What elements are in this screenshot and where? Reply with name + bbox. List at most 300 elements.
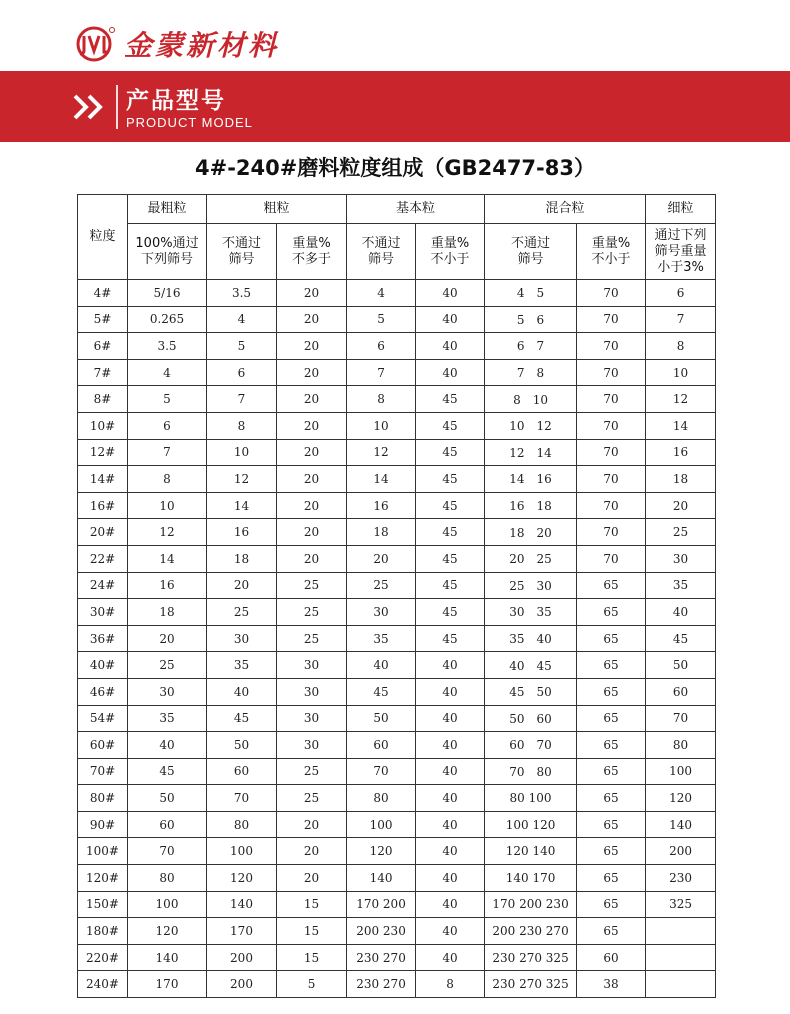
- cell-basic-weight: 40: [416, 811, 485, 838]
- cell-mixed-sieve: 100 120: [485, 811, 577, 838]
- cell-fine: 70: [646, 705, 716, 732]
- cell-fine: 80: [646, 732, 716, 759]
- subheader-line: 重量%: [591, 235, 631, 251]
- cell-coarse-sieve: 25: [207, 599, 277, 626]
- subheader-basic-weight: [416, 224, 485, 280]
- table-row: [78, 944, 716, 971]
- table-row: [78, 678, 716, 705]
- table-row: [78, 572, 716, 599]
- table-row: [78, 386, 716, 413]
- banner-divider: [116, 85, 118, 129]
- cell-coarsest: 100: [128, 891, 207, 918]
- brand-name: 金蒙新材料: [124, 29, 280, 62]
- cell-basic-weight: 45: [416, 439, 485, 466]
- cell-coarsest: 8: [128, 466, 207, 493]
- cell-coarse-sieve: 30: [207, 625, 277, 652]
- cell-mixed-weight: 70: [577, 412, 646, 439]
- table-title: 4#-240#磨料粒度组成（GB2477-83）: [195, 156, 595, 180]
- cell-coarse-weight: 20: [277, 811, 347, 838]
- cell-basic-sieve: 25: [347, 572, 416, 599]
- cell-coarse-sieve: 12: [207, 466, 277, 493]
- cell-fine: 325: [646, 891, 716, 918]
- cell-grit: 180#: [78, 918, 128, 945]
- cell-mixed-weight: 65: [577, 705, 646, 732]
- cell-basic-sieve: 4: [347, 280, 416, 307]
- subheader-line: 重量%: [430, 235, 470, 251]
- cell-coarsest: 70: [128, 838, 207, 865]
- cell-mixed-weight: 65: [577, 678, 646, 705]
- cell-mixed-sieve: 230 270 325: [485, 944, 577, 971]
- cell-mixed-weight: 65: [577, 891, 646, 918]
- cell-fine: 20: [646, 492, 716, 519]
- cell-fine: 18: [646, 466, 716, 493]
- cell-coarsest: 35: [128, 705, 207, 732]
- cell-basic-sieve: 6: [347, 333, 416, 360]
- cell-coarsest: 60: [128, 811, 207, 838]
- table-row: [78, 652, 716, 679]
- cell-coarse-weight: 25: [277, 758, 347, 785]
- cell-grit: 4#: [78, 280, 128, 307]
- cell-mixed-weight: 65: [577, 758, 646, 785]
- cell-coarse-sieve: 170: [207, 918, 277, 945]
- cell-mixed-weight: 70: [577, 545, 646, 572]
- cell-fine: 45: [646, 625, 716, 652]
- cell-coarse-weight: 30: [277, 732, 347, 759]
- cell-fine: 230: [646, 865, 716, 892]
- table-row: [78, 412, 716, 439]
- table-row: [78, 333, 716, 360]
- cell-basic-weight: 40: [416, 705, 485, 732]
- cell-basic-weight: 45: [416, 412, 485, 439]
- cell-coarse-weight: 20: [277, 519, 347, 546]
- table-row: [78, 545, 716, 572]
- cell-coarse-sieve: 40: [207, 678, 277, 705]
- cell-coarsest: 80: [128, 865, 207, 892]
- cell-mixed-sieve: 60 70: [485, 732, 577, 759]
- cell-mixed-weight: 65: [577, 572, 646, 599]
- cell-mixed-sieve: 120 140: [485, 838, 577, 865]
- cell-mixed-sieve: 140 170: [485, 865, 577, 892]
- subheader-line: 小于3%: [657, 259, 704, 275]
- cell-basic-weight: 40: [416, 732, 485, 759]
- cell-grit: 14#: [78, 466, 128, 493]
- cell-grit: 30#: [78, 599, 128, 626]
- table-row: [78, 785, 716, 812]
- cell-coarsest: 18: [128, 599, 207, 626]
- cell-coarse-weight: 25: [277, 572, 347, 599]
- cell-basic-weight: 45: [416, 572, 485, 599]
- header-fine: 细粒: [646, 195, 716, 224]
- cell-basic-weight: 40: [416, 359, 485, 386]
- cell-mixed-sieve: 6 7: [485, 333, 577, 360]
- subheader-line: 不小于: [430, 251, 470, 267]
- brand: [72, 24, 279, 64]
- table-row: [78, 439, 716, 466]
- cell-mixed-weight: 65: [577, 599, 646, 626]
- cell-coarse-weight: 20: [277, 838, 347, 865]
- cell-basic-weight: 8: [416, 971, 485, 998]
- cell-coarse-weight: 15: [277, 944, 347, 971]
- cell-mixed-sieve: 20 25: [485, 545, 577, 572]
- cell-mixed-weight: 65: [577, 865, 646, 892]
- cell-basic-weight: 40: [416, 280, 485, 307]
- header-coarsest: 最粗粒: [128, 195, 207, 224]
- table-row: [78, 971, 716, 998]
- banner-title: 产品型号: [126, 88, 226, 114]
- cell-mixed-sieve: 25 30: [485, 572, 577, 599]
- cell-grit: 54#: [78, 705, 128, 732]
- cell-coarse-sieve: 100: [207, 838, 277, 865]
- cell-basic-sieve: 35: [347, 625, 416, 652]
- cell-basic-sieve: 50: [347, 705, 416, 732]
- cell-basic-weight: 45: [416, 519, 485, 546]
- table-row: [78, 280, 716, 307]
- cell-basic-sieve: 60: [347, 732, 416, 759]
- cell-basic-sieve: 140: [347, 865, 416, 892]
- cell-basic-weight: 40: [416, 678, 485, 705]
- cell-fine: 8: [646, 333, 716, 360]
- cell-mixed-sieve: 35 40: [485, 625, 577, 652]
- cell-grit: 8#: [78, 386, 128, 413]
- cell-basic-sieve: 12: [347, 439, 416, 466]
- cell-fine: 25: [646, 519, 716, 546]
- cell-coarse-sieve: 18: [207, 545, 277, 572]
- subheader-line: 下列筛号: [140, 251, 193, 267]
- cell-coarse-weight: 20: [277, 545, 347, 572]
- cell-basic-sieve: 120: [347, 838, 416, 865]
- cell-mixed-weight: 70: [577, 306, 646, 333]
- subheader-line: 筛号重量: [654, 243, 707, 259]
- cell-basic-sieve: 170 200: [347, 891, 416, 918]
- cell-coarse-sieve: 200: [207, 971, 277, 998]
- cell-mixed-weight: 70: [577, 333, 646, 360]
- cell-coarsest: 3.5: [128, 333, 207, 360]
- cell-coarse-sieve: 10: [207, 439, 277, 466]
- cell-fine: [646, 944, 716, 971]
- cell-basic-weight: 45: [416, 545, 485, 572]
- cell-grit: 150#: [78, 891, 128, 918]
- cell-coarse-weight: 15: [277, 918, 347, 945]
- cell-mixed-sieve: 40 45: [485, 652, 577, 679]
- subheader-line: 不多于: [292, 251, 332, 267]
- cell-mixed-weight: 70: [577, 466, 646, 493]
- subheader-line: 通过下列: [654, 227, 707, 243]
- cell-basic-sieve: 40: [347, 652, 416, 679]
- cell-mixed-weight: 60: [577, 944, 646, 971]
- cell-basic-sieve: 100: [347, 811, 416, 838]
- cell-coarse-sieve: 5: [207, 333, 277, 360]
- cell-grit: 24#: [78, 572, 128, 599]
- cell-grit: 5#: [78, 306, 128, 333]
- table-row: [78, 732, 716, 759]
- cell-basic-weight: 45: [416, 492, 485, 519]
- cell-fine: 200: [646, 838, 716, 865]
- cell-mixed-weight: 65: [577, 811, 646, 838]
- cell-mixed-sieve: 170 200 230: [485, 891, 577, 918]
- cell-coarsest: 30: [128, 678, 207, 705]
- cell-grit: 36#: [78, 625, 128, 652]
- cell-fine: 12: [646, 386, 716, 413]
- subheader-coarsest: [128, 224, 207, 280]
- cell-basic-sieve: 230 270: [347, 971, 416, 998]
- cell-coarse-sieve: 200: [207, 944, 277, 971]
- cell-coarse-sieve: 20: [207, 572, 277, 599]
- cell-coarsest: 0.265: [128, 306, 207, 333]
- cell-coarsest: 5/16: [128, 280, 207, 307]
- cell-mixed-sieve: 50 60: [485, 705, 577, 732]
- cell-basic-weight: 40: [416, 333, 485, 360]
- cell-basic-weight: 45: [416, 386, 485, 413]
- cell-coarse-sieve: 14: [207, 492, 277, 519]
- cell-grit: 90#: [78, 811, 128, 838]
- cell-basic-sieve: 30: [347, 599, 416, 626]
- cell-basic-weight: 40: [416, 918, 485, 945]
- banner-subtitle: PRODUCT MODEL: [126, 115, 253, 130]
- cell-grit: 80#: [78, 785, 128, 812]
- jml-logo-icon: [72, 25, 116, 63]
- table-row: [78, 492, 716, 519]
- cell-mixed-weight: 38: [577, 971, 646, 998]
- subheader-line: 不通过: [361, 235, 401, 251]
- cell-grit: 20#: [78, 519, 128, 546]
- cell-mixed-sieve: 230 270 325: [485, 971, 577, 998]
- cell-coarse-weight: 20: [277, 865, 347, 892]
- cell-fine: [646, 971, 716, 998]
- cell-coarse-weight: 20: [277, 466, 347, 493]
- subheader-line: 筛号: [517, 251, 544, 267]
- cell-mixed-weight: 65: [577, 785, 646, 812]
- cell-grit: 100#: [78, 838, 128, 865]
- subheader-line: 100%通过: [135, 235, 199, 251]
- cell-basic-sieve: 10: [347, 412, 416, 439]
- cell-coarse-sieve: 35: [207, 652, 277, 679]
- double-chevron-right-icon: [72, 93, 106, 121]
- cell-coarse-weight: 20: [277, 306, 347, 333]
- subheader-mixed-sieve: [485, 224, 577, 280]
- cell-coarsest: 12: [128, 519, 207, 546]
- cell-mixed-weight: 70: [577, 280, 646, 307]
- cell-coarsest: 5: [128, 386, 207, 413]
- cell-basic-sieve: 45: [347, 678, 416, 705]
- cell-coarse-weight: 20: [277, 359, 347, 386]
- table-row: [78, 466, 716, 493]
- table-row: [78, 865, 716, 892]
- cell-grit: 40#: [78, 652, 128, 679]
- cell-fine: 100: [646, 758, 716, 785]
- subheader-line: 不通过: [511, 235, 551, 251]
- cell-coarse-weight: 20: [277, 333, 347, 360]
- cell-coarse-sieve: 120: [207, 865, 277, 892]
- cell-basic-weight: 45: [416, 599, 485, 626]
- cell-coarse-weight: 20: [277, 439, 347, 466]
- cell-basic-sieve: 8: [347, 386, 416, 413]
- cell-mixed-sieve: 45 50: [485, 678, 577, 705]
- cell-mixed-weight: 70: [577, 386, 646, 413]
- header-row-detail: [78, 224, 716, 280]
- cell-basic-weight: 40: [416, 652, 485, 679]
- cell-coarsest: 45: [128, 758, 207, 785]
- subheader-line: 重量%: [292, 235, 331, 251]
- cell-coarse-sieve: 45: [207, 705, 277, 732]
- cell-coarse-sieve: 50: [207, 732, 277, 759]
- cell-mixed-weight: 65: [577, 918, 646, 945]
- subheader-coarse-sieve: [207, 224, 277, 280]
- cell-coarse-sieve: 8: [207, 412, 277, 439]
- cell-coarsest: 4: [128, 359, 207, 386]
- cell-coarse-weight: 20: [277, 386, 347, 413]
- cell-coarse-weight: 30: [277, 705, 347, 732]
- cell-fine: 10: [646, 359, 716, 386]
- cell-mixed-weight: 65: [577, 732, 646, 759]
- cell-coarse-sieve: 3.5: [207, 280, 277, 307]
- cell-basic-weight: 40: [416, 306, 485, 333]
- cell-fine: 140: [646, 811, 716, 838]
- cell-mixed-sieve: 18 20: [485, 519, 577, 546]
- cell-coarse-weight: 15: [277, 891, 347, 918]
- cell-coarsest: 16: [128, 572, 207, 599]
- cell-grit: 120#: [78, 865, 128, 892]
- cell-fine: 6: [646, 280, 716, 307]
- cell-coarsest: 25: [128, 652, 207, 679]
- cell-basic-weight: 40: [416, 838, 485, 865]
- header-mixed: 混合粒: [485, 195, 646, 224]
- table-row: [78, 705, 716, 732]
- cell-coarse-weight: 20: [277, 280, 347, 307]
- cell-basic-weight: 45: [416, 625, 485, 652]
- cell-basic-weight: 40: [416, 944, 485, 971]
- cell-fine: 14: [646, 412, 716, 439]
- cell-coarse-weight: 5: [277, 971, 347, 998]
- cell-grit: 6#: [78, 333, 128, 360]
- cell-basic-sieve: 230 270: [347, 944, 416, 971]
- cell-grit: 60#: [78, 732, 128, 759]
- cell-basic-sieve: 70: [347, 758, 416, 785]
- cell-coarse-sieve: 7: [207, 386, 277, 413]
- table-row: [78, 599, 716, 626]
- cell-coarse-sieve: 140: [207, 891, 277, 918]
- section-banner: [0, 71, 790, 142]
- grit-composition-table: [77, 194, 716, 998]
- subheader-line: 筛号: [228, 251, 255, 267]
- table-row: [78, 918, 716, 945]
- cell-mixed-sieve: 14 16: [485, 466, 577, 493]
- header-coarse: 粗粒: [207, 195, 347, 224]
- header-row-group: [78, 195, 716, 224]
- cell-coarsest: 120: [128, 918, 207, 945]
- cell-fine: 40: [646, 599, 716, 626]
- table-body: [78, 280, 716, 998]
- cell-fine: 120: [646, 785, 716, 812]
- cell-grit: 240#: [78, 971, 128, 998]
- subheader-fine: [646, 224, 716, 280]
- cell-basic-weight: 40: [416, 891, 485, 918]
- subheader-line: 筛号: [368, 251, 395, 267]
- cell-mixed-weight: 70: [577, 439, 646, 466]
- cell-fine: 7: [646, 306, 716, 333]
- cell-coarse-weight: 30: [277, 678, 347, 705]
- table-row: [78, 811, 716, 838]
- cell-basic-sieve: 14: [347, 466, 416, 493]
- subheader-line: 不小于: [591, 251, 631, 267]
- cell-coarse-sieve: 60: [207, 758, 277, 785]
- cell-coarse-sieve: 80: [207, 811, 277, 838]
- cell-coarsest: 6: [128, 412, 207, 439]
- subheader-line: 不通过: [221, 235, 261, 251]
- cell-mixed-sieve: 10 12: [485, 412, 577, 439]
- cell-basic-weight: 40: [416, 785, 485, 812]
- cell-basic-weight: 40: [416, 865, 485, 892]
- cell-fine: 50: [646, 652, 716, 679]
- cell-mixed-weight: 70: [577, 519, 646, 546]
- cell-coarse-weight: 30: [277, 652, 347, 679]
- cell-fine: 35: [646, 572, 716, 599]
- cell-mixed-sieve: 4 5: [485, 280, 577, 307]
- cell-mixed-sieve: 200 230 270: [485, 918, 577, 945]
- table-row: [78, 758, 716, 785]
- cell-mixed-sieve: 70 80: [485, 758, 577, 785]
- subheader-basic-sieve: [347, 224, 416, 280]
- cell-mixed-weight: 70: [577, 359, 646, 386]
- cell-mixed-weight: 65: [577, 652, 646, 679]
- cell-grit: 22#: [78, 545, 128, 572]
- cell-basic-sieve: 20: [347, 545, 416, 572]
- cell-coarsest: 50: [128, 785, 207, 812]
- cell-coarse-sieve: 4: [207, 306, 277, 333]
- cell-mixed-sieve: 8 10: [485, 386, 577, 413]
- cell-mixed-sieve: 5 6: [485, 306, 577, 333]
- cell-mixed-sieve: 12 14: [485, 439, 577, 466]
- grit-header: 粒度: [78, 195, 128, 280]
- cell-grit: 70#: [78, 758, 128, 785]
- cell-coarse-sieve: 16: [207, 519, 277, 546]
- table-row: [78, 359, 716, 386]
- cell-coarse-weight: 25: [277, 785, 347, 812]
- cell-grit: 10#: [78, 412, 128, 439]
- cell-coarse-sieve: 70: [207, 785, 277, 812]
- cell-coarsest: 20: [128, 625, 207, 652]
- cell-coarsest: 14: [128, 545, 207, 572]
- cell-grit: 7#: [78, 359, 128, 386]
- cell-basic-sieve: 200 230: [347, 918, 416, 945]
- cell-fine: 60: [646, 678, 716, 705]
- cell-coarse-weight: 20: [277, 412, 347, 439]
- cell-mixed-sieve: 16 18: [485, 492, 577, 519]
- cell-basic-sieve: 16: [347, 492, 416, 519]
- header-basic: 基本粒: [347, 195, 485, 224]
- cell-grit: 12#: [78, 439, 128, 466]
- cell-basic-sieve: 18: [347, 519, 416, 546]
- cell-mixed-sieve: 7 8: [485, 359, 577, 386]
- subheader-coarse-weight: [277, 224, 347, 280]
- cell-coarse-sieve: 6: [207, 359, 277, 386]
- cell-grit: 46#: [78, 678, 128, 705]
- table-row: [78, 306, 716, 333]
- cell-fine: [646, 918, 716, 945]
- table-row: [78, 625, 716, 652]
- table-row: [78, 519, 716, 546]
- cell-mixed-weight: 65: [577, 838, 646, 865]
- cell-coarsest: 7: [128, 439, 207, 466]
- cell-basic-sieve: 80: [347, 785, 416, 812]
- cell-coarse-weight: 25: [277, 625, 347, 652]
- cell-mixed-weight: 65: [577, 625, 646, 652]
- cell-fine: 30: [646, 545, 716, 572]
- cell-coarsest: 40: [128, 732, 207, 759]
- cell-coarsest: 140: [128, 944, 207, 971]
- cell-coarsest: 170: [128, 971, 207, 998]
- table-row: [78, 838, 716, 865]
- cell-mixed-sieve: 80 100: [485, 785, 577, 812]
